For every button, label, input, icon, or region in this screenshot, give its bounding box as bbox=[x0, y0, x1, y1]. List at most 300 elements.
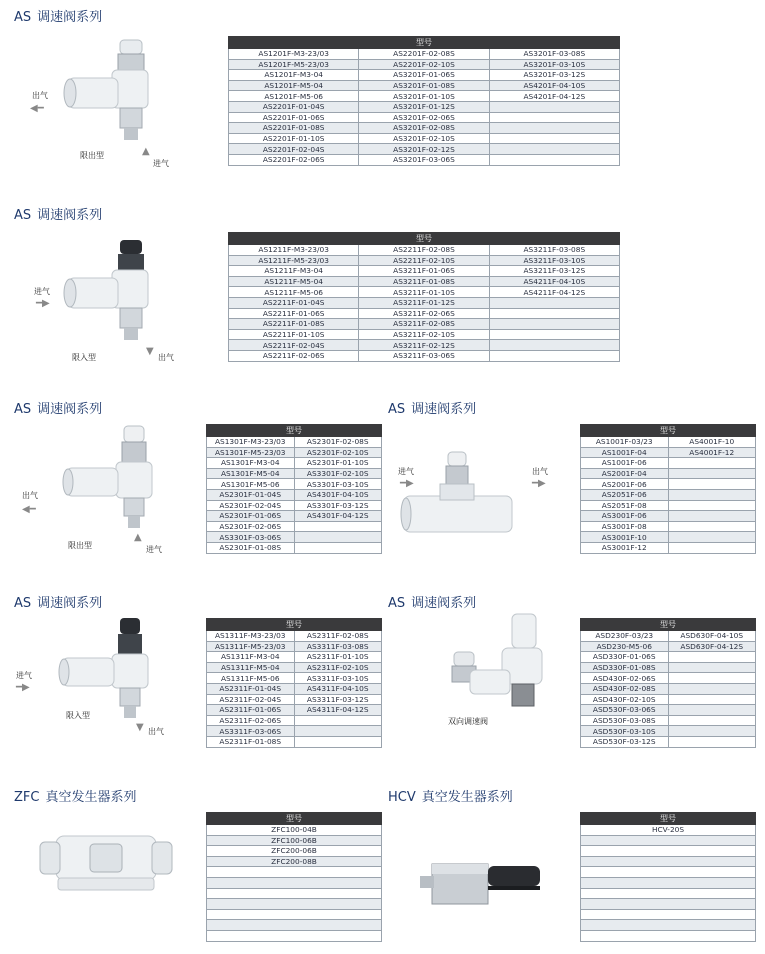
model-cell bbox=[294, 542, 382, 553]
model-cell: AS2051F-08 bbox=[581, 500, 669, 511]
model-cell: ASD630F-04-12S bbox=[668, 641, 756, 652]
model-cell: AS2201F-02-06S bbox=[229, 154, 359, 165]
model-cell: AS2311F-01-04S bbox=[207, 683, 295, 694]
table-row bbox=[207, 662, 382, 673]
model-cell: AS2311F-01-10S bbox=[294, 652, 382, 663]
model-cell: AS3311F-03-08S bbox=[294, 641, 382, 652]
table-header: 型号 bbox=[581, 813, 756, 825]
model-cell bbox=[207, 877, 382, 888]
model-cell: AS3211F-03-10S bbox=[489, 255, 619, 266]
type-label: 限出型 bbox=[80, 151, 104, 160]
model-cell bbox=[489, 101, 619, 112]
model-cell bbox=[489, 340, 619, 351]
table-row bbox=[207, 825, 382, 836]
table-row bbox=[581, 468, 756, 479]
model-cell bbox=[668, 500, 756, 511]
model-cell bbox=[207, 930, 382, 941]
model-cell: ZFC100-06B bbox=[207, 835, 382, 846]
table-row bbox=[229, 308, 620, 319]
flow-valve-elbow-image bbox=[46, 614, 166, 724]
model-cell: AS4311F-04-12S bbox=[294, 705, 382, 716]
model-cell: AS4211F-04-10S bbox=[489, 276, 619, 287]
table-header: 型号 bbox=[207, 619, 382, 631]
model-cell: AS3201F-03-06S bbox=[359, 154, 489, 165]
model-cell: AS2211F-02-04S bbox=[229, 340, 359, 351]
model-cell: ASD530F-03-08S bbox=[581, 715, 669, 726]
table-row bbox=[581, 447, 756, 458]
model-cell: AS1311F-M3-23/03 bbox=[207, 631, 295, 642]
table-row bbox=[207, 736, 382, 747]
model-cell bbox=[294, 521, 382, 532]
flow-valve-inline-image bbox=[398, 446, 518, 546]
model-cell bbox=[489, 329, 619, 340]
model-cell: AS1001F-03/23 bbox=[581, 437, 669, 448]
model-cell bbox=[489, 154, 619, 165]
table-row bbox=[229, 266, 620, 277]
model-cell: AS2311F-01-08S bbox=[207, 736, 295, 747]
table-row bbox=[207, 846, 382, 857]
model-cell: AS1211F-M5-04 bbox=[229, 276, 359, 287]
model-cell: AS3201F-01-12S bbox=[359, 101, 489, 112]
arrow-left-icon: ◀━ bbox=[30, 103, 44, 114]
model-table-8 bbox=[580, 812, 756, 942]
model-cell: AS2311F-02-04S bbox=[207, 694, 295, 705]
model-cell: AS3211F-01-10S bbox=[359, 287, 489, 298]
model-cell: AS4301F-04-10S bbox=[294, 489, 382, 500]
table-row bbox=[581, 909, 756, 920]
model-cell: AS1201F-M5-23/03 bbox=[229, 59, 359, 70]
table-row bbox=[229, 144, 620, 155]
model-cell: AS2211F-02-06S bbox=[229, 350, 359, 361]
table-row bbox=[581, 825, 756, 836]
model-cell: AS3211F-02-12S bbox=[359, 340, 489, 351]
table-row bbox=[581, 888, 756, 899]
table-row bbox=[581, 641, 756, 652]
model-cell bbox=[581, 920, 756, 931]
model-cell bbox=[294, 726, 382, 737]
model-cell bbox=[581, 877, 756, 888]
table-header: 型号 bbox=[207, 813, 382, 825]
type-label: 限入型 bbox=[72, 353, 96, 362]
vacuum-generator-zfc-image bbox=[36, 816, 176, 900]
model-cell: ASD430F-02-10S bbox=[581, 694, 669, 705]
table-row bbox=[581, 532, 756, 543]
table-row bbox=[581, 631, 756, 642]
table-row bbox=[581, 736, 756, 747]
model-cell: AS3201F-02-08S bbox=[359, 123, 489, 134]
flow-valve-elbow-image bbox=[58, 236, 168, 346]
table-row bbox=[581, 511, 756, 522]
model-cell: AS2201F-02-04S bbox=[229, 144, 359, 155]
model-table-3 bbox=[206, 424, 382, 554]
table-header: 型号 bbox=[581, 425, 756, 437]
model-cell bbox=[668, 542, 756, 553]
model-cell bbox=[581, 867, 756, 878]
model-cell: AS2301F-01-10S bbox=[294, 458, 382, 469]
model-cell: AS2311F-02-08S bbox=[294, 631, 382, 642]
model-cell: AS3001F-12 bbox=[581, 542, 669, 553]
inlet-label: 进气 bbox=[398, 467, 414, 476]
inlet-label: 进气 bbox=[16, 671, 32, 680]
table-row bbox=[207, 705, 382, 716]
model-cell: AS3001F-06 bbox=[581, 511, 669, 522]
table-row bbox=[207, 479, 382, 490]
model-cell: AS3201F-03-08S bbox=[489, 49, 619, 60]
outlet-label: 出气 bbox=[22, 491, 38, 500]
table-row bbox=[207, 909, 382, 920]
model-table-1 bbox=[228, 36, 620, 166]
model-cell: AS2051F-06 bbox=[581, 489, 669, 500]
outlet-label: 出气 bbox=[32, 91, 48, 100]
model-cell: HCV-20S bbox=[581, 825, 756, 836]
type-label: 双向调速阀 bbox=[448, 717, 488, 726]
table-row bbox=[581, 705, 756, 716]
model-cell: AS3301F-03-10S bbox=[294, 479, 382, 490]
table-row bbox=[207, 856, 382, 867]
model-cell: AS1211F-M5-06 bbox=[229, 287, 359, 298]
table-row bbox=[581, 846, 756, 857]
arrow-left-icon: ◀━ bbox=[22, 504, 36, 515]
model-cell bbox=[207, 899, 382, 910]
table-row bbox=[581, 930, 756, 941]
model-cell: AS2001F-06 bbox=[581, 479, 669, 490]
model-cell bbox=[489, 144, 619, 155]
model-cell: AS2301F-01-06S bbox=[207, 511, 295, 522]
model-cell: AS2301F-02-06S bbox=[207, 521, 295, 532]
inlet-label: 进气 bbox=[34, 287, 50, 296]
table-row bbox=[581, 877, 756, 888]
model-cell: AS1301F-M5-23/03 bbox=[207, 447, 295, 458]
model-cell: AS1301F-M5-06 bbox=[207, 479, 295, 490]
model-cell: AS3211F-03-06S bbox=[359, 350, 489, 361]
model-cell: ZFC100-04B bbox=[207, 825, 382, 836]
model-cell: ASD630F-04-10S bbox=[668, 631, 756, 642]
model-cell: ASD330F-01-06S bbox=[581, 652, 669, 663]
model-cell: AS4301F-04-12S bbox=[294, 511, 382, 522]
table-row bbox=[581, 479, 756, 490]
table-header: 型号 bbox=[207, 425, 382, 437]
model-cell: AS2211F-02-08S bbox=[359, 245, 489, 256]
section-2-title: AS 调速阀系列 bbox=[14, 208, 103, 223]
model-cell bbox=[668, 705, 756, 716]
model-cell: AS1211F-M3-04 bbox=[229, 266, 359, 277]
model-cell: AS3201F-03-10S bbox=[489, 59, 619, 70]
arrow-right-icon: ━▶ bbox=[532, 478, 546, 489]
model-cell: AS2201F-01-08S bbox=[229, 123, 359, 134]
section-1-title: AS 调速阀系列 bbox=[14, 10, 103, 25]
table-row bbox=[207, 899, 382, 910]
table-row bbox=[207, 683, 382, 694]
model-cell bbox=[489, 112, 619, 123]
model-cell bbox=[294, 715, 382, 726]
table-row bbox=[581, 694, 756, 705]
model-cell: AS2301F-02-10S bbox=[294, 447, 382, 458]
table-row bbox=[207, 468, 382, 479]
table-row bbox=[207, 715, 382, 726]
model-table-2 bbox=[228, 232, 620, 362]
model-table-4 bbox=[580, 424, 756, 554]
type-label: 限出型 bbox=[68, 541, 92, 550]
arrow-right-icon: ━▶ bbox=[400, 478, 414, 489]
model-cell bbox=[581, 888, 756, 899]
table-row bbox=[207, 726, 382, 737]
table-row bbox=[581, 835, 756, 846]
model-cell: AS2201F-02-08S bbox=[359, 49, 489, 60]
model-table-5 bbox=[206, 618, 382, 748]
model-cell: AS3201F-03-12S bbox=[489, 70, 619, 81]
table-row bbox=[229, 329, 620, 340]
table-row bbox=[207, 641, 382, 652]
model-cell bbox=[489, 123, 619, 134]
model-cell: AS1311F-M3-04 bbox=[207, 652, 295, 663]
model-cell: AS3201F-01-06S bbox=[359, 70, 489, 81]
table-row bbox=[581, 726, 756, 737]
section-4-title: AS 调速阀系列 bbox=[388, 402, 477, 417]
table-row bbox=[581, 867, 756, 878]
table-row bbox=[229, 319, 620, 330]
model-cell: AS3211F-03-12S bbox=[489, 266, 619, 277]
model-cell bbox=[489, 297, 619, 308]
table-row bbox=[581, 715, 756, 726]
model-cell: AS3211F-01-08S bbox=[359, 276, 489, 287]
flow-valve-elbow-image bbox=[58, 36, 168, 146]
model-cell bbox=[668, 736, 756, 747]
model-cell: AS4001F-12 bbox=[668, 447, 756, 458]
model-cell: AS1211F-M3-23/03 bbox=[229, 245, 359, 256]
model-cell: AS3201F-02-12S bbox=[359, 144, 489, 155]
model-cell: AS1201F-M3-04 bbox=[229, 70, 359, 81]
table-row bbox=[229, 133, 620, 144]
model-cell: AS3201F-01-08S bbox=[359, 80, 489, 91]
arrow-down-icon: ▼ bbox=[146, 346, 154, 357]
model-cell bbox=[294, 532, 382, 543]
model-cell bbox=[668, 683, 756, 694]
model-cell bbox=[489, 319, 619, 330]
table-row bbox=[207, 500, 382, 511]
table-row bbox=[207, 930, 382, 941]
model-cell bbox=[207, 920, 382, 931]
model-cell: AS3301F-03-12S bbox=[294, 500, 382, 511]
table-row bbox=[229, 255, 620, 266]
table-row bbox=[207, 888, 382, 899]
model-cell: AS3311F-03-06S bbox=[207, 726, 295, 737]
table-row bbox=[207, 877, 382, 888]
model-cell: AS3311F-03-10S bbox=[294, 673, 382, 684]
model-cell: AS2311F-02-10S bbox=[294, 662, 382, 673]
model-cell: AS4201F-04-10S bbox=[489, 80, 619, 91]
table-row bbox=[207, 673, 382, 684]
model-cell: AS3301F-03-06S bbox=[207, 532, 295, 543]
model-cell: ASD530F-03-06S bbox=[581, 705, 669, 716]
section-5-title: AS 调速阀系列 bbox=[14, 596, 103, 611]
table-row bbox=[229, 245, 620, 256]
model-cell bbox=[668, 726, 756, 737]
model-cell bbox=[581, 909, 756, 920]
table-row bbox=[207, 489, 382, 500]
model-cell: AS2301F-01-08S bbox=[207, 542, 295, 553]
model-cell bbox=[294, 736, 382, 747]
model-cell: ASD330F-01-08S bbox=[581, 662, 669, 673]
model-cell: AS1311F-M5-04 bbox=[207, 662, 295, 673]
model-cell: AS3211F-01-12S bbox=[359, 297, 489, 308]
table-row bbox=[581, 458, 756, 469]
outlet-label: 出气 bbox=[532, 467, 548, 476]
model-cell: AS2201F-01-10S bbox=[229, 133, 359, 144]
model-cell bbox=[668, 715, 756, 726]
model-cell: AS2311F-02-06S bbox=[207, 715, 295, 726]
model-cell: AS3211F-02-10S bbox=[359, 329, 489, 340]
table-row bbox=[207, 532, 382, 543]
table-row bbox=[207, 631, 382, 642]
model-cell: AS3201F-02-06S bbox=[359, 112, 489, 123]
table-row bbox=[229, 276, 620, 287]
table-row bbox=[229, 123, 620, 134]
model-cell: AS2211F-01-06S bbox=[229, 308, 359, 319]
table-row bbox=[229, 112, 620, 123]
model-cell bbox=[581, 899, 756, 910]
section-7-title: ZFC 真空发生器系列 bbox=[14, 790, 137, 805]
table-header: 型号 bbox=[229, 233, 620, 245]
outlet-label: 出气 bbox=[158, 353, 174, 362]
table-row bbox=[229, 287, 620, 298]
model-cell: ASD430F-02-08S bbox=[581, 683, 669, 694]
model-cell: AS4201F-04-12S bbox=[489, 91, 619, 102]
table-row bbox=[581, 542, 756, 553]
model-cell bbox=[581, 846, 756, 857]
model-cell bbox=[668, 479, 756, 490]
table-header: 型号 bbox=[581, 619, 756, 631]
model-cell: AS1001F-04 bbox=[581, 447, 669, 458]
model-cell: AS2201F-01-06S bbox=[229, 112, 359, 123]
model-table-7 bbox=[206, 812, 382, 942]
model-cell bbox=[207, 888, 382, 899]
model-cell: AS4211F-04-12S bbox=[489, 287, 619, 298]
model-cell bbox=[581, 856, 756, 867]
model-cell: AS2211F-01-10S bbox=[229, 329, 359, 340]
model-cell: ZFC200-06B bbox=[207, 846, 382, 857]
model-cell: AS1201F-M3-23/03 bbox=[229, 49, 359, 60]
flow-valve-elbow-image bbox=[62, 422, 172, 532]
model-cell bbox=[207, 867, 382, 878]
model-cell: AS2211F-01-04S bbox=[229, 297, 359, 308]
model-cell: AS2201F-02-10S bbox=[359, 59, 489, 70]
type-label: 限入型 bbox=[66, 711, 90, 720]
table-row bbox=[229, 297, 620, 308]
table-row bbox=[207, 458, 382, 469]
inlet-label: 进气 bbox=[153, 159, 169, 168]
model-cell: AS1201F-M5-06 bbox=[229, 91, 359, 102]
table-row bbox=[581, 489, 756, 500]
model-cell: ASD530F-03-10S bbox=[581, 726, 669, 737]
section-3-title: AS 调速阀系列 bbox=[14, 402, 103, 417]
table-row bbox=[207, 867, 382, 878]
model-cell: ASD230F-03/23 bbox=[581, 631, 669, 642]
table-row bbox=[229, 340, 620, 351]
model-cell: ASD230-M5-06 bbox=[581, 641, 669, 652]
table-row bbox=[581, 856, 756, 867]
model-cell: AS2301F-02-04S bbox=[207, 500, 295, 511]
model-cell bbox=[489, 308, 619, 319]
model-cell: AS2211F-02-10S bbox=[359, 255, 489, 266]
model-cell: AS1301F-M5-04 bbox=[207, 468, 295, 479]
arrow-down-icon: ▼ bbox=[136, 722, 144, 733]
model-cell: ASD430F-02-06S bbox=[581, 673, 669, 684]
model-cell: AS3001F-08 bbox=[581, 521, 669, 532]
model-table-6 bbox=[580, 618, 756, 748]
model-cell bbox=[668, 652, 756, 663]
section-6-title: AS 调速阀系列 bbox=[388, 596, 477, 611]
model-cell: AS1311F-M5-23/03 bbox=[207, 641, 295, 652]
table-row bbox=[229, 80, 620, 91]
table-row bbox=[207, 437, 382, 448]
table-row bbox=[229, 101, 620, 112]
arrow-up-icon: ▲ bbox=[134, 532, 142, 543]
model-cell bbox=[668, 673, 756, 684]
model-cell: AS3211F-02-06S bbox=[359, 308, 489, 319]
model-cell bbox=[668, 662, 756, 673]
table-row bbox=[581, 899, 756, 910]
model-cell bbox=[668, 489, 756, 500]
table-row bbox=[581, 920, 756, 931]
inlet-label: 进气 bbox=[146, 545, 162, 554]
arrow-up-icon: ▲ bbox=[142, 146, 150, 157]
model-cell: AS3201F-02-10S bbox=[359, 133, 489, 144]
model-cell: ASD530F-03-12S bbox=[581, 736, 669, 747]
model-cell: AS3201F-01-10S bbox=[359, 91, 489, 102]
table-row bbox=[207, 694, 382, 705]
model-cell: AS4311F-04-10S bbox=[294, 683, 382, 694]
bidirectional-valve-image bbox=[440, 612, 550, 718]
model-cell bbox=[489, 350, 619, 361]
table-row bbox=[229, 59, 620, 70]
model-cell: AS1301F-M3-04 bbox=[207, 458, 295, 469]
table-row bbox=[229, 350, 620, 361]
model-cell: AS3001F-10 bbox=[581, 532, 669, 543]
model-cell: AS3211F-03-08S bbox=[489, 245, 619, 256]
table-row bbox=[581, 673, 756, 684]
table-row bbox=[207, 542, 382, 553]
table-row bbox=[207, 521, 382, 532]
model-cell bbox=[668, 458, 756, 469]
table-row bbox=[207, 920, 382, 931]
model-cell: AS4001F-10 bbox=[668, 437, 756, 448]
model-cell: AS2311F-01-06S bbox=[207, 705, 295, 716]
table-row bbox=[229, 70, 620, 81]
model-cell bbox=[207, 909, 382, 920]
table-row bbox=[581, 683, 756, 694]
model-cell bbox=[581, 835, 756, 846]
vacuum-generator-hcv-image bbox=[412, 850, 552, 920]
table-header: 型号 bbox=[229, 37, 620, 49]
table-row bbox=[229, 91, 620, 102]
model-cell bbox=[668, 532, 756, 543]
model-cell: AS1301F-M3-23/03 bbox=[207, 437, 295, 448]
table-row bbox=[581, 500, 756, 511]
table-row bbox=[581, 437, 756, 448]
table-row bbox=[581, 662, 756, 673]
section-8-title: HCV 真空发生器系列 bbox=[388, 790, 513, 805]
model-cell: AS2301F-01-04S bbox=[207, 489, 295, 500]
model-cell: AS3211F-02-08S bbox=[359, 319, 489, 330]
arrow-right-icon: ━▶ bbox=[16, 682, 30, 693]
model-cell bbox=[489, 133, 619, 144]
model-cell: AS1201F-M5-04 bbox=[229, 80, 359, 91]
table-row bbox=[229, 154, 620, 165]
model-cell: AS1211F-M5-23/03 bbox=[229, 255, 359, 266]
table-row bbox=[207, 447, 382, 458]
outlet-label: 出气 bbox=[148, 727, 164, 736]
table-row bbox=[207, 652, 382, 663]
